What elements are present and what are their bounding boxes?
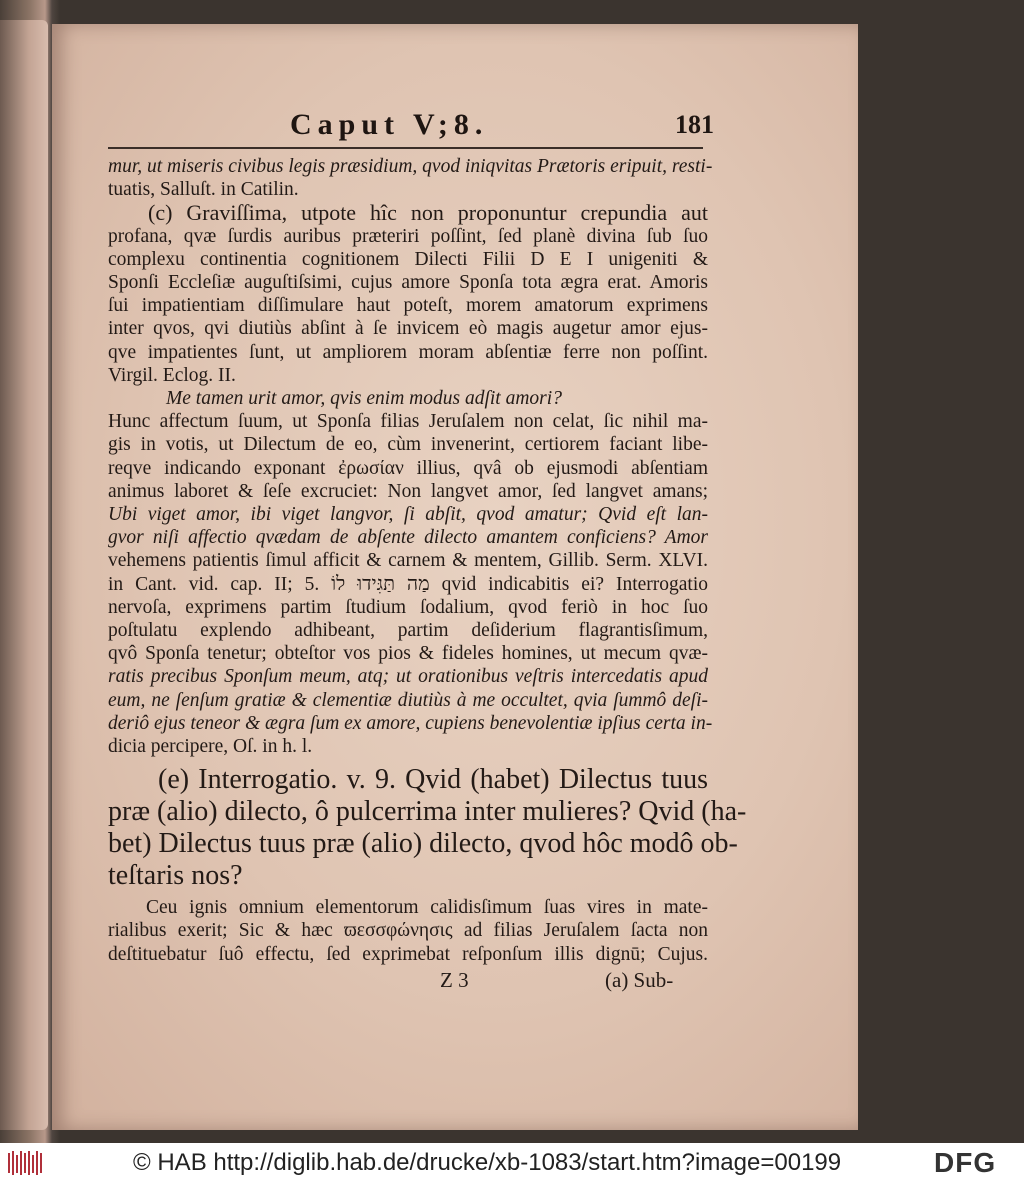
text-line: inter qvos, qvi diutiùs abſint à ſe invicem eò magis augetur amor ejus-	[108, 318, 708, 340]
text-line: teſtaris nos?	[108, 860, 243, 892]
text-line: poſtulatu explendo adhibeant, partim deſiderium flagrantisſimum,	[108, 620, 708, 642]
text-line: bet) Dilectus tuus præ (alio) dilecto, qvod hôc modô ob-	[108, 828, 738, 860]
text-line: animus laboret & ſeſe excruciet: Non langvet amor, ſed langvet amans;	[108, 480, 708, 502]
text-line: dicia percipere, Oſ. in h. l.	[108, 736, 313, 758]
text-line: Me tamen urit amor, qvis enim modus adſit amori?	[166, 388, 562, 410]
signature-mark: Z 3	[440, 968, 469, 992]
text-line: reqve indicando exponant ἐρωσίαν illius, qvâ ob ejusmodi abſentiam	[108, 457, 708, 479]
text-line: gis in votis, ut Dilectum de eo, cùm invenerint, certiorem faciant libe-	[108, 434, 708, 456]
text-line: eum, ne ſenſum gratiæ & clementiæ diutiùs à me occultet, qvia ſummô deſi-	[108, 689, 708, 711]
text-line: qvô Sponſa tenetur; obteſtor vos pios & fideles homines, ut mecum qvæ-	[108, 643, 708, 665]
text-line: deriô ejus teneor & ægra ſum ex amore, cupiens benevolentiæ ipſius certa in-	[108, 712, 713, 734]
text-line: (e) Interrogatio. v. 9. Qvid (habet) Dilectus tuus	[158, 764, 708, 796]
text-body	[108, 155, 747, 966]
text-line: ſui impatientiam diſſimulare haut poteſt, morem amatorum exprimens	[108, 295, 708, 317]
page-number: 181	[675, 110, 714, 139]
catchword: (a) Sub-	[605, 968, 674, 992]
text-line: nervoſa, exprimens partim ſtudium ſodalium, qvod feriò in hoc ſuo	[108, 596, 708, 618]
left-page-edge	[0, 20, 48, 1130]
text-line: mur, ut miseris civibus legis præsidium, qvod iniqvitas Prætoris eripuit, resti-	[108, 156, 713, 177]
footer-link[interactable]: © HAB http://diglib.hab.de/drucke/xb-1083/start.htm?image=00199	[133, 1149, 842, 1176]
text-line: vehemens patientis ſimul afficit & carnem & mentem, Gillib. Serm. XLVI.	[108, 550, 708, 572]
text-line: Virgil. Eclog. II.	[108, 364, 236, 386]
text-line: ratis precibus Sponſum meum, atq; ut orationibus veſtris intercedatis apud	[108, 666, 708, 688]
text-line: qve impatientes ſunt, ut ampliorem moram abſentiæ ferre non poſſint.	[108, 341, 708, 363]
head-rule	[108, 147, 703, 149]
hab-logo-icon	[6, 1149, 46, 1177]
text-line: complexu continentia cognitionem Dilecti Filii D E I unigeniti &	[108, 248, 708, 270]
dfg-logo: DFG	[934, 1147, 997, 1178]
text-line: (c) Graviſſima, utpote hîc non proponuntur crepundia aut	[148, 200, 708, 226]
text-line: Ceu ignis omnium elementorum calidisſimum ſuas vires in mate-	[146, 897, 708, 919]
text-line: Ubi viget amor, ibi viget langvor, ſi abſit, qvod amatur; Qvid eſt lan-	[108, 504, 708, 526]
footer-bar	[0, 1143, 1024, 1182]
text-line: tuatis, Salluſt. in Catilin.	[108, 179, 299, 201]
text-line: deſtituebatur ſuô effectu, ſed exprimebat reſponſum illis dignū; Cujus.	[108, 943, 708, 965]
running-head: Caput V;8.	[290, 108, 489, 141]
text-line: Sponſi Eccleſiæ auguſtiſsimi, cujus amore Sponſa tota ægra erat. Amoris	[108, 272, 708, 294]
text-line: Hunc affectum ſuum, ut Sponſa filias Jeruſalem non celat, ſic nihil ma-	[108, 411, 708, 433]
text-line: gvor niſi affectio qvædam de abſente dilecto amantem conficiens? Amor	[108, 527, 708, 549]
text-line: præ (alio) dilecto, ô pulcerrima inter mulieres? Qvid (ha-	[108, 796, 747, 828]
text-line: profana, qvæ ſurdis auribus præteriri poſſint, ſed planè divina ſub ſuo	[108, 225, 708, 247]
text-line: in Cant. vid. cap. II; 5. מַה תַּגִּידוּ לוֹ qvid indicabitis ei? Interrogatio	[108, 573, 708, 595]
text-line: rialibus exerit; Sic & hæc ϖεσσφώνησις ad filias Jeruſalem ſacta non	[108, 920, 708, 942]
